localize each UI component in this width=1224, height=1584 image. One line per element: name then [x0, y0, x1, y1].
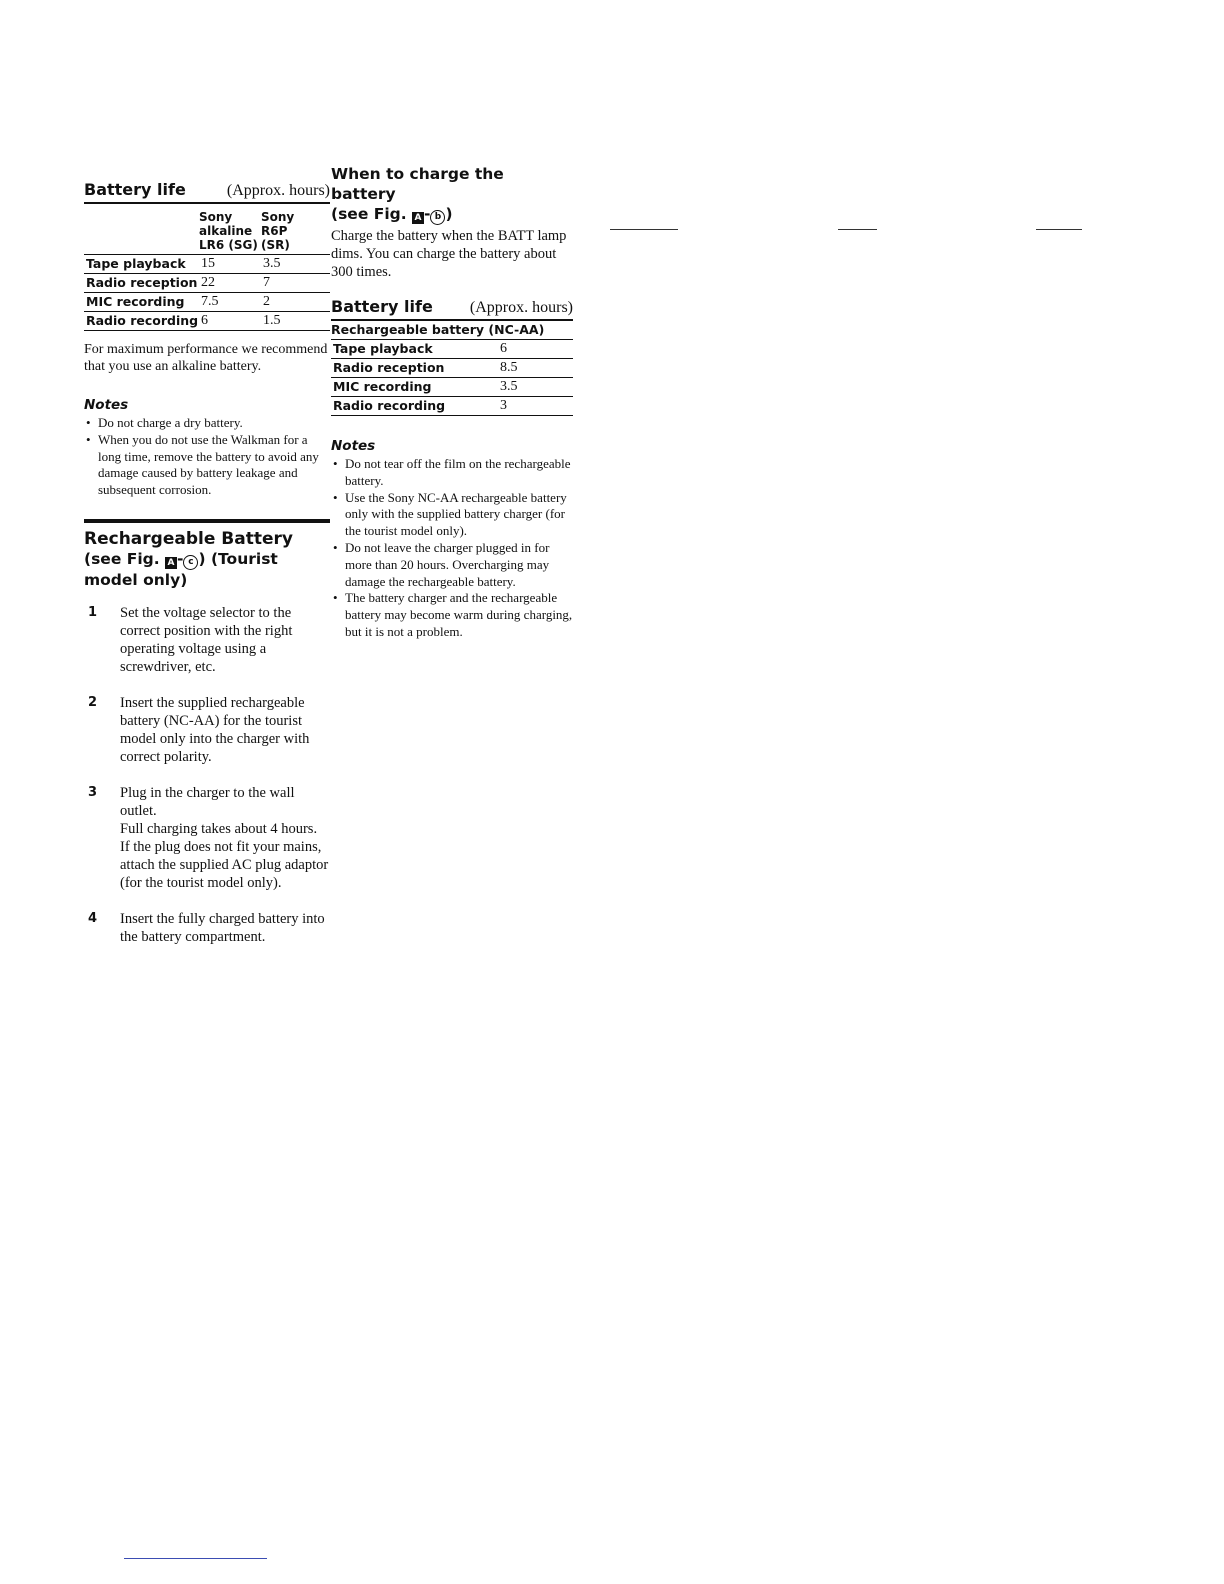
col-sony-alkaline: Sony alkaline LR6 (SG) [199, 210, 258, 252]
when-to-charge-subtitle: (see Fig. A - b ) [331, 205, 453, 223]
steps-list [84, 604, 330, 946]
step-number: 3 [88, 784, 98, 800]
table-row [331, 397, 573, 416]
step-item [84, 910, 330, 946]
decor-rule [1036, 229, 1082, 230]
rechargeable-title: Rechargeable Battery [84, 528, 293, 549]
row-value-alkaline: 7.5 [201, 294, 219, 309]
when-sub-post: ) [445, 205, 453, 223]
circled-b-icon: b [430, 210, 445, 225]
rechargeable-subtitle: (see Fig. A - c ) (Tourist model only) [84, 549, 278, 589]
row-value: 6 [500, 341, 507, 356]
battery-table-header [84, 204, 330, 255]
note-item: • Do not charge a dry battery. [84, 415, 330, 432]
when-sub-pre: (see Fig. [331, 205, 407, 223]
row-label: Tape playback [86, 256, 186, 271]
notes-list [84, 415, 330, 499]
row-label: Radio reception [333, 360, 445, 375]
decor-rule [610, 229, 678, 230]
notes-list [331, 456, 573, 641]
step-text: Set the voltage selector to the correct position with the right operating voltage using a screwdriver, etc. [120, 604, 293, 675]
row-value-r6p: 2 [263, 294, 270, 309]
note-item: • Use the Sony NC-AA rechargeable battery only with the supplied battery charger (for the tourist model only). [331, 490, 573, 540]
note-item: • Do not leave the charger plugged in for more than 20 hours. Overcharging may damage the rechargeable battery. [331, 540, 573, 590]
row-value: 3 [500, 398, 507, 413]
section-divider [84, 519, 330, 523]
row-label: Radio recording [86, 313, 199, 328]
table-row [331, 340, 573, 359]
note-item: • Do not tear off the film on the rechargeable battery. [331, 456, 573, 490]
row-value: 3.5 [500, 379, 518, 394]
row-label: MIC recording [333, 379, 432, 394]
figure-a-icon: A [412, 212, 424, 224]
col-sony-r6p: Sony R6P (SR) [261, 210, 295, 252]
table-row [84, 274, 330, 293]
step-number: 4 [88, 910, 98, 926]
rech-sub-pre: (see Fig. [84, 549, 160, 568]
figure-a-icon: A [165, 557, 177, 569]
battery-life-heading [84, 180, 330, 204]
recommend-text: For maximum performance we recommend that you use an alkaline battery. [84, 342, 328, 374]
approx-hours: (Approx. hours) [226, 182, 330, 199]
rechargeable-battery-life [331, 297, 573, 416]
step-item [84, 784, 330, 892]
row-value: 8.5 [500, 360, 518, 375]
step-item [84, 694, 330, 766]
step-number: 2 [88, 694, 98, 710]
when-to-charge-body: Charge the battery when the BATT lamp dims. You can charge the battery about 300 times. [331, 228, 567, 280]
table-row [331, 359, 573, 378]
row-value-alkaline: 6 [201, 313, 208, 328]
table-row [84, 312, 330, 331]
table-row [84, 255, 330, 274]
note-item: • The battery charger and the rechargeable battery may become warm during charging, but it is not a problem. [331, 590, 573, 640]
notes-title: Notes [84, 397, 129, 413]
bottom-blue-rule [124, 1558, 267, 1559]
row-label: MIC recording [86, 294, 185, 309]
approx-hours: (Approx. hours) [469, 299, 573, 316]
battery-life-heading [331, 297, 573, 321]
table-row [331, 378, 573, 397]
circled-c-icon: c [183, 555, 198, 570]
step-text: Insert the supplied rechargeable battery (NC-AA) for the tourist model only into the charger with correct polarity. [120, 694, 310, 765]
table-row [84, 293, 330, 312]
header-spacer [84, 210, 199, 252]
note-item: • When you do not use the Walkman for a long time, remove the battery to avoid any damage caused by battery leakage and subsequent corrosion. [84, 432, 330, 499]
battery-life-title: Battery life [331, 297, 433, 316]
step-text: Plug in the charger to the wall outlet. Full charging takes about 4 hours. If the plug does not fit your mains, attach the supplied AC plug adaptor (for the tourist model only). [120, 784, 329, 891]
row-value-r6p: 3.5 [263, 256, 281, 271]
row-value-alkaline: 22 [201, 275, 215, 290]
right-column [331, 164, 573, 641]
notes-title: Notes [331, 438, 376, 454]
when-to-charge-title: When to charge the battery [331, 165, 504, 203]
step-number: 1 [88, 604, 98, 620]
row-value-r6p: 7 [263, 275, 270, 290]
battery-life-title: Battery life [84, 180, 186, 199]
decor-rule [838, 229, 877, 230]
step-text: Insert the fully charged battery into the battery compartment. [120, 910, 325, 945]
left-column [84, 180, 330, 964]
step-item [84, 604, 330, 676]
row-value-r6p: 1.5 [263, 313, 281, 328]
rech-sub-post: ) (Tourist model only) [84, 549, 278, 589]
row-value-alkaline: 15 [201, 256, 215, 271]
rechargeable-subheader: Rechargeable battery (NC-AA) [331, 321, 573, 340]
row-label: Radio recording [333, 398, 446, 413]
row-label: Radio reception [86, 275, 198, 290]
row-label: Tape playback [333, 341, 433, 356]
